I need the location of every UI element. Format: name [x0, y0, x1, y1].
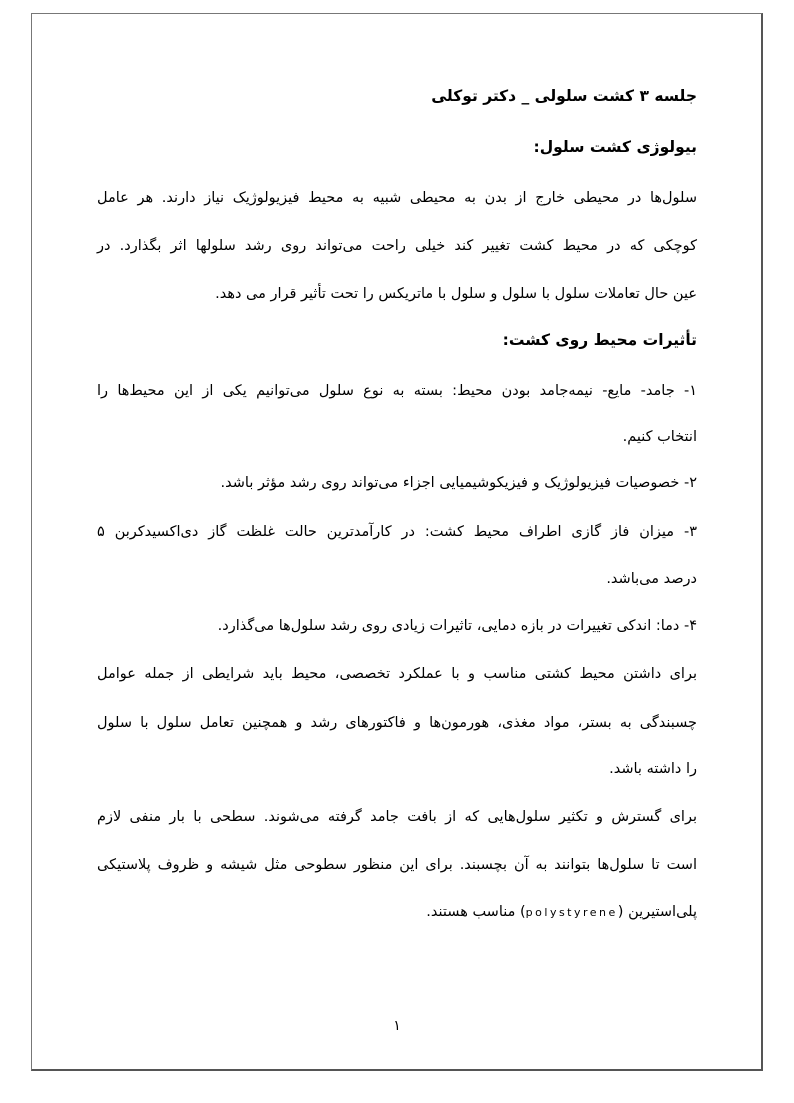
text-segment: ) مناسب هستند.	[426, 904, 526, 920]
list-item-2: ۲- خصوصیات فیزیولوژیک و فیزیکوشیمیایی اجزاء می‌تواند روی رشد مؤثر باشد.	[220, 475, 697, 491]
paragraph-line: را داشته باشد.	[609, 761, 697, 777]
paragraph-line: برای گسترش و تکثیر سلول‌هایی که از بافت جامد گرفته می‌شوند. سطحی با بار منفی لازم	[97, 809, 697, 825]
page-number: ۱	[393, 1018, 401, 1034]
document-title: جلسه ۳ کشت سلولی _ دکتر توکلی	[431, 87, 697, 105]
section-heading-cell-culture-biology: بیولوژی کشت سلول:	[533, 138, 697, 156]
paragraph-line: کوچکی که در محیط کشت تغییر کند خیلی راحت می‌تواند روی رشد سلولها اثر بگذارد. در	[97, 238, 697, 254]
text-segment: پلی‌استیرین (	[617, 904, 697, 920]
paragraph-line: برای داشتن محیط کشتی مناسب و با عملکرد تخصصی، محیط باید شرایطی از جمله عوامل	[97, 666, 697, 682]
paragraph-line: عین حال تعاملات سلول با سلول و سلول با ماتریکس را تحت تأثیر قرار می دهد.	[215, 286, 697, 302]
list-item-4: ۴- دما: اندکی تغییرات در بازه دمایی، تاثیرات زیادی روی رشد سلول‌ها می‌گذارد.	[217, 618, 697, 634]
list-item-1-line: انتخاب کنیم.	[622, 429, 697, 445]
paragraph-line: است تا سلول‌ها بتوانند به آن بچسبند. برای این منظور سطوحی مثل شیشه و ظروف پلاستیکی	[97, 857, 697, 873]
section-heading-environment-effects: تأثیرات محیط روی کشت:	[502, 331, 697, 349]
paragraph-line: چسبندگی به بستر، مواد مغذی، هورمون‌ها و فاکتورهای رشد و همچنین تعامل سلول با سلول	[97, 715, 697, 731]
list-item-1-line: ۱- جامد- مایع- نیمه‌جامد بودن محیط: بسته به نوع سلول می‌توانیم یکی از این محیط‌ها را	[97, 383, 697, 399]
paragraph-line: سلول‌ها در محیطی خارج از بدن به محیطی شبیه به محیط فیزیولوژیک نیاز دارند. هر عامل	[97, 190, 697, 206]
latin-term: polystyrene	[525, 906, 618, 919]
list-item-3-line: ۳- میزان فاز گازی اطراف محیط کشت: در کارآمدترین حالت غلظت گاز دی‌اکسیدکربن ۵	[97, 524, 697, 540]
list-item-3-line: درصد می‌باشد.	[606, 571, 697, 587]
paragraph-last-line	[426, 902, 697, 923]
